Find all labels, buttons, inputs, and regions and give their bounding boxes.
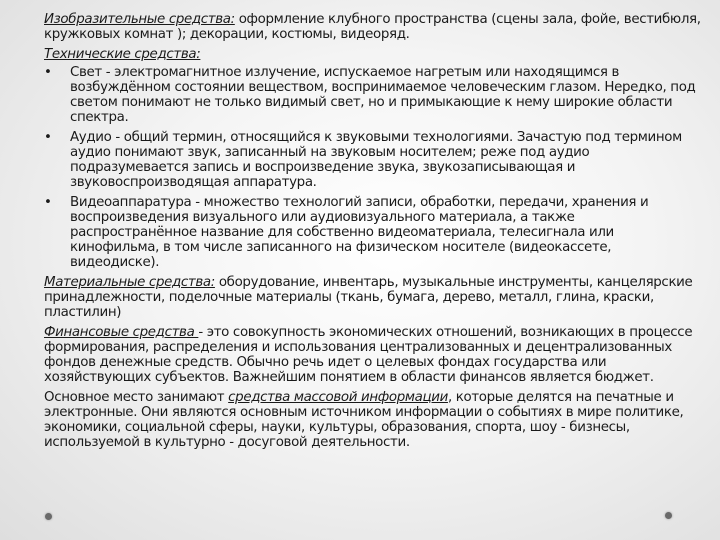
mass-media-text: , которые делятся на печатные и электронные. Они являются основным источником информации о событиях в мире политике, экономики, социальной сферы, науки, культуры, образования, спорта, шоу - бизнесы, используемой в культурно - досуговой деятельности. — [44, 390, 684, 450]
bullet-icon: • — [44, 195, 52, 210]
financial-means-text: - это совокупность экономических отношений, возникающих в процессе формирования, распределения и использования централизованных и децентрализованных фондов денежные средств. Обычно речь идет о целевых фондах государства или хозяйствующих субъектов. Важнейшим понятием в области финансов является бюджет. — [44, 325, 693, 385]
technical-means-list — [44, 65, 704, 270]
paragraph-mass-media — [44, 390, 704, 450]
term-financial-means: Финансовые средства — [44, 325, 199, 340]
term-technical-means: Технические средства: — [44, 47, 201, 62]
mass-media-intro: Основное место занимают — [44, 390, 229, 405]
term-mass-media: средства массовой информации — [228, 390, 448, 405]
paragraph-material-means — [44, 275, 704, 320]
list-item-text: Видеоаппаратура - множество технологий записи, обработки, передачи, хранения и воспроизведения визуального или аудиовизуального материала, а также распространённое название для собственно видеоматериала, телесигнала или кинофильма, в том числе записанного на физическом носителе (видеокассете, видеодиске). — [70, 195, 649, 270]
visual-means-text: оформление клубного пространства (сцены зала, фойе, вестибюля, кружковых комнат ); декорации, костюмы, видеоряд. — [44, 12, 701, 42]
material-means-text: оборудование, инвентарь, музыкальные инструменты, канцелярские принадлежности, поделочные материалы (ткань, бумага, дерево, металл, глина, краски, пластилин) — [44, 275, 693, 320]
term-visual-means: Изобразительные средства: — [44, 12, 235, 27]
paragraph-visual-means — [44, 12, 704, 42]
bullet-icon: • — [44, 65, 52, 80]
bullet-icon: • — [44, 130, 52, 145]
heading-technical-means — [44, 47, 704, 62]
slide-content — [44, 12, 704, 455]
term-material-means: Материальные средства: — [44, 275, 215, 290]
list-item-audio — [44, 130, 704, 190]
decorative-dot-left-icon — [45, 513, 52, 520]
decorative-dot-right-icon — [665, 512, 672, 519]
list-item-light — [44, 65, 704, 125]
list-item-video — [44, 195, 704, 270]
list-item-text: Свет - электромагнитное излучение, испускаемое нагретым или находящимся в возбуждённом состоянии веществом, воспринимаемое человеческим глазом. Нередко, под светом понимают не только видимый свет, но и примыкающие к нему широкие области спектра. — [70, 65, 696, 125]
list-item-text: Аудио - общий термин, относящийся к звуковыми технологиями. Зачастую под термином аудио понимают звук, записанный на звуковым носителем; реже под аудио подразумевается запись и воспроизведение звука, звукозаписывающая и звуковоспроизводящая аппаратура. — [70, 130, 682, 190]
paragraph-financial-means — [44, 325, 704, 385]
